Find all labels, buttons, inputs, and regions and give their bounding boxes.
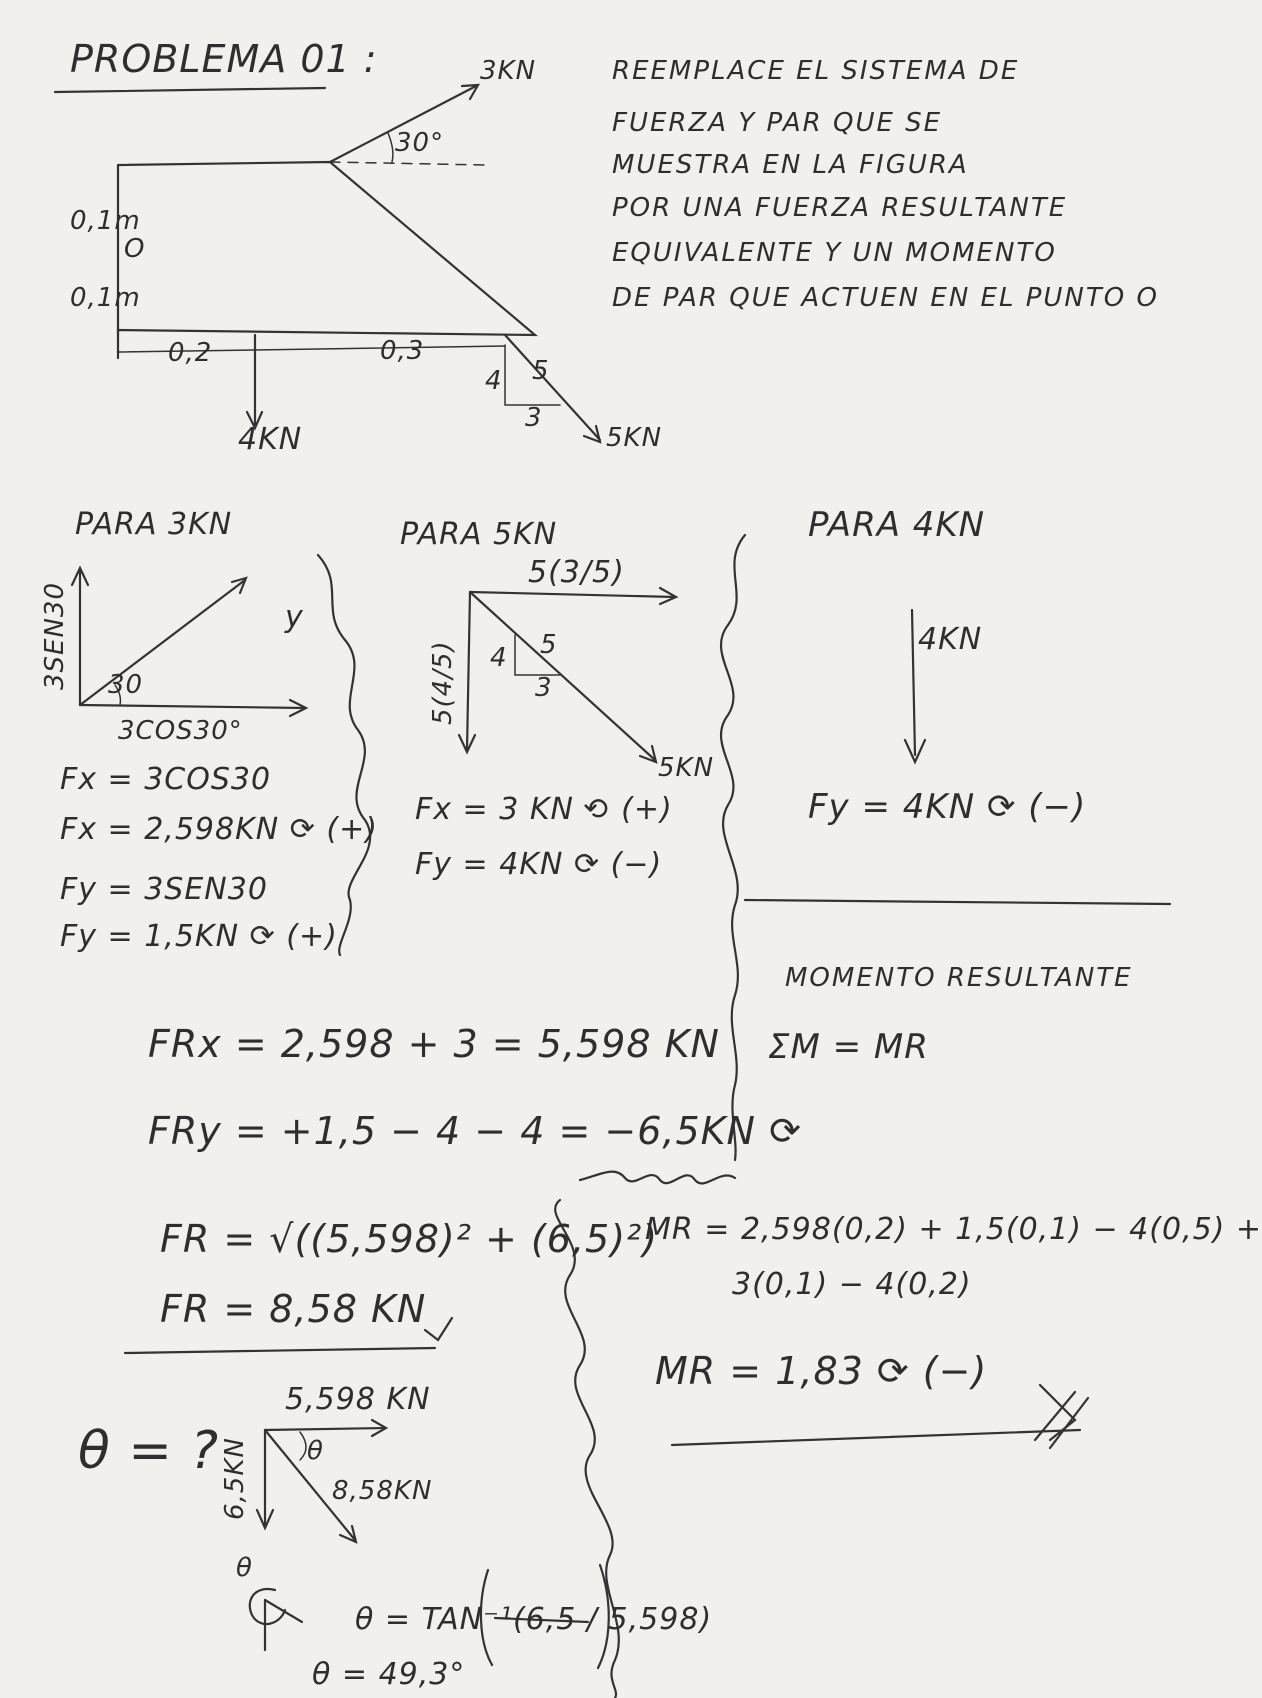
moment-mr-line-2: 3(0,1) − 4(0,2) [732, 1267, 972, 1302]
p3-x-comp-label: 3COS30° [118, 716, 243, 746]
theta-result: θ = 49,3° [312, 1657, 466, 1692]
theta-small-label: θ [307, 1436, 324, 1466]
p3-eq-1: Fx = 3COS30 [60, 762, 272, 797]
figure-3kn-label: 3KN [480, 56, 537, 86]
figure-dim-03: 0,3 [380, 336, 425, 366]
force-5kn-line [505, 335, 600, 440]
theta-fx [265, 1428, 385, 1430]
statement-line-1: REEMPLACE EL SISTEMA DE [612, 56, 1020, 86]
theta-mark: θ [236, 1553, 253, 1583]
theta-question: θ = ? [78, 1421, 220, 1481]
mr-check-1 [1050, 1398, 1088, 1448]
moment-sum: ΣM = MR [768, 1027, 929, 1067]
p5-slope-3: 3 [535, 673, 553, 703]
mr-underline [672, 1430, 1080, 1445]
p3-eq-4: Fy = 1,5KN ⟳ (+) [60, 919, 338, 954]
figure-angle-label: 30° [395, 128, 445, 158]
force-5kn-head [584, 426, 600, 442]
angle-ref-line [330, 162, 485, 165]
figure-slope-3: 3 [525, 403, 543, 433]
fr-underline [125, 1348, 435, 1353]
statement-line-3: MUESTRA EN LA FIGURA [612, 150, 969, 180]
para-3kn-heading: PARA 3KN [75, 507, 233, 542]
divider-right [745, 900, 1170, 904]
p3-y-comp-label: 3SEN30 [40, 581, 70, 690]
figure-dim-top: 0,1m [70, 206, 141, 236]
statement-line-4: POR UNA FUERZA RESULTANTE [612, 193, 1068, 223]
statement-line-2: FUERZA Y PAR QUE SE [612, 108, 943, 138]
p4-force-line [912, 610, 915, 755]
figure-4kn-label: 4KN [238, 422, 303, 457]
theta-arc [300, 1432, 306, 1460]
resultant-fr-value: FR = 8,58 KN [160, 1287, 427, 1331]
figure-point-o: O [124, 234, 146, 264]
p5-y-axis [467, 592, 470, 750]
p3-y-axis-label: y [285, 600, 304, 635]
p5-force [470, 592, 655, 760]
theta-formula: θ = TAN⁻¹(6,5 / 5,598) [355, 1602, 713, 1637]
p4-eq-1: Fy = 4KN ⟳ (−) [808, 787, 1087, 827]
p5-slope-4: 4 [490, 643, 508, 673]
angle-arc [388, 133, 393, 162]
theta-mini-circle [250, 1589, 285, 1624]
moment-heading: MOMENTO RESULTANTE [785, 963, 1133, 993]
para-4kn-heading: PARA 4KN [808, 505, 986, 545]
moment-mr-line-1: MR = 2,598(0,2) + 1,5(0,1) − 4(0,5) + [645, 1212, 1262, 1247]
divider-squiggle-left [318, 555, 370, 955]
title-underline [55, 88, 325, 92]
theta-mini-diag [265, 1600, 302, 1622]
p3-angle-label: 30 [108, 670, 144, 700]
p3-x-axis [80, 705, 305, 708]
p5-eq-1: Fx = 3 KN ⟲ (+) [415, 792, 673, 827]
problem-title: PROBLEMA 01 : [70, 37, 378, 81]
p4-force-label: 4KN [918, 622, 983, 657]
theta-fr-label: 8,58KN [332, 1476, 433, 1506]
fr-check [425, 1318, 452, 1340]
resultant-fr-formula: FR = √((5,598)² + (6,5)²) [160, 1217, 659, 1261]
statement-line-5: EQUIVALENTE Y UN MOMENTO [612, 238, 1057, 268]
resultant-frx: FRx = 2,598 + 3 = 5,598 KN [148, 1022, 720, 1066]
p3-eq-3: Fy = 3SEN30 [60, 872, 268, 907]
figure-5kn-label: 5KN [606, 423, 663, 453]
divider-squiggle-right [721, 535, 745, 1160]
theta-fx-label: 5,598 KN [285, 1382, 431, 1417]
figure-slope-4: 4 [485, 366, 503, 396]
moment-mr-result: MR = 1,83 ⟳ (−) [655, 1349, 988, 1393]
p5-x-comp-label: 5(3/5) [528, 555, 625, 590]
p3-force [80, 580, 245, 705]
para-5kn-heading: PARA 5KN [400, 517, 558, 552]
p3-eq-2: Fx = 2,598KN ⟳ (+) [60, 812, 378, 847]
bracket-outline [118, 162, 535, 358]
p5-x-axis [470, 592, 675, 597]
figure-dim-02: 0,2 [168, 338, 213, 368]
p5-force-label: 5KN [658, 753, 715, 783]
p5-slope-5: 5 [540, 630, 558, 660]
p5-y-comp-label: 5(4/5) [428, 640, 458, 725]
figure-slope-5: 5 [532, 356, 550, 386]
theta-fy-label: 6,5KN [220, 1437, 250, 1520]
resultant-fry: FRy = +1,5 − 4 − 4 = −6,5KN ⟳ [148, 1109, 802, 1153]
figure-dim-bottom: 0,1m [70, 283, 141, 313]
p5-eq-2: Fy = 4KN ⟳ (−) [415, 847, 663, 882]
statement-line-6: DE PAR QUE ACTUEN EN EL PUNTO O [612, 283, 1159, 313]
